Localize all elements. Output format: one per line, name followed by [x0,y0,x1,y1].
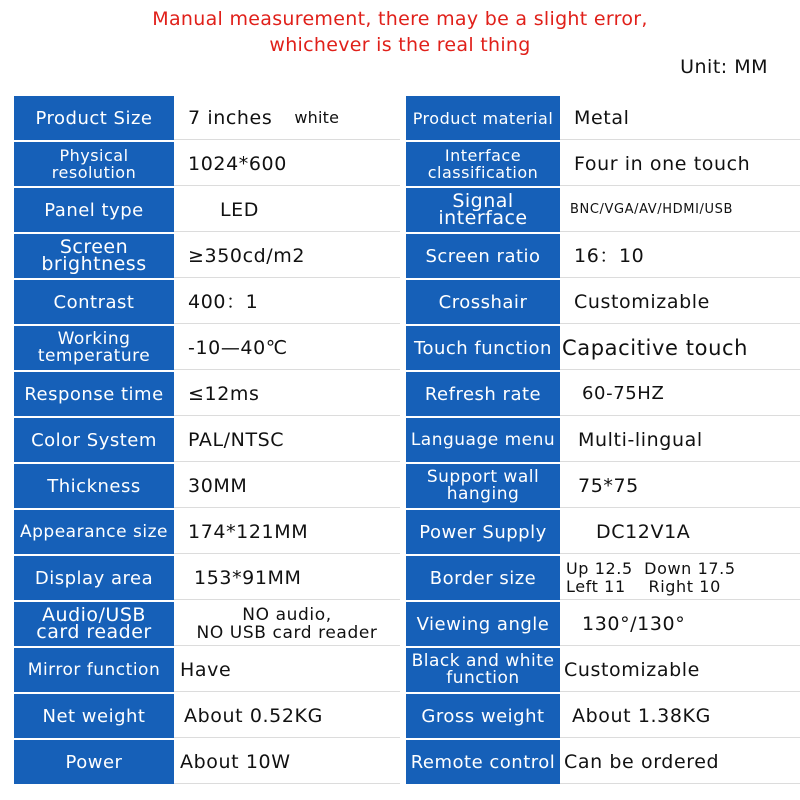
spec-label: Response time [14,372,174,416]
spec-label: Appearance size [14,510,174,554]
spec-value: Have [174,648,400,692]
spec-value: 1024*600 [174,142,400,186]
spec-value: 400：1 [174,280,400,324]
spec-value: 153*91MM [174,556,400,600]
spec-value: BNC/VGA/AV/HDMI/USB [560,188,800,232]
spec-label: Product material [406,96,560,140]
spec-label: Panel type [14,188,174,232]
spec-label: Product Size [14,96,174,140]
spec-label: Black and white function [406,648,560,692]
spec-value: -10—40℃ [174,326,400,370]
spec-label: Screen ratio [406,234,560,278]
spec-value: About 10W [174,740,400,784]
spec-label: Interface classification [406,142,560,186]
spec-value: 130°/130° [560,602,800,646]
spec-value: 16：10 [560,234,800,278]
spec-label: Power [14,740,174,784]
spec-value: Four in one touch [560,142,800,186]
spec-value: 60-75HZ [560,372,800,416]
unit-label: Unit: MM [680,56,768,78]
spec-label: Viewing angle [406,602,560,646]
spec-value: PAL/NTSC [174,418,400,462]
notice-line-1: Manual measurement, there may be a slight error, [152,8,648,30]
border-size-line-1: Up 12.5 Down 17.5 [566,558,736,578]
spec-value [174,96,400,140]
spec-label: Color System [14,418,174,462]
notice-line-2: whichever is the real thing [269,34,531,56]
spec-value: 174*121MM [174,510,400,554]
spec-value: 30MM [174,464,400,508]
spec-label: Signal interface [406,188,560,232]
spec-value [174,602,400,646]
spec-value: DC12V1A [560,510,800,554]
spec-label: Display area [14,556,174,600]
spec-value: Customizable [560,648,800,692]
border-size-line-2: Left 11 Right 10 [566,576,721,596]
spec-value: ≥350cd/m2 [174,234,400,278]
spec-value-color: white [294,107,340,127]
spec-label: Contrast [14,280,174,324]
spec-value: Customizable [560,280,800,324]
spec-value: About 1.38KG [560,694,800,738]
spec-label: Touch function [406,326,560,370]
spec-value: ≤12ms [174,372,400,416]
spec-value: 75*75 [560,464,800,508]
spec-label: Working temperature [14,326,174,370]
spec-label: Thickness [14,464,174,508]
spec-value: Capacitive touch [560,326,800,370]
measurement-notice [0,6,800,58]
spec-table [14,96,800,784]
spec-label: Net weight [14,694,174,738]
spec-value: LED [174,188,400,232]
spec-label: Power Supply [406,510,560,554]
spec-value [560,556,800,600]
spec-label: Audio/USB card reader [14,602,174,646]
audio-line-2: NO USB card reader [196,622,378,643]
audio-line-1: NO audio, [242,604,332,625]
spec-label: Language menu [406,418,560,462]
spec-label: Physical resolution [14,142,174,186]
spec-value: Multi-lingual [560,418,800,462]
spec-label: Border size [406,556,560,600]
spec-label: Refresh rate [406,372,560,416]
spec-label: Support wall hanging [406,464,560,508]
spec-value: About 0.52KG [174,694,400,738]
spec-label: Remote control [406,740,560,784]
spec-label: Screen brightness [14,234,174,278]
spec-label: Gross weight [406,694,560,738]
spec-value-text: 7 inches [188,106,273,129]
spec-value: Metal [560,96,800,140]
spec-value: Can be ordered [560,740,800,784]
spec-label: Mirror function [14,648,174,692]
spec-label: Crosshair [406,280,560,324]
